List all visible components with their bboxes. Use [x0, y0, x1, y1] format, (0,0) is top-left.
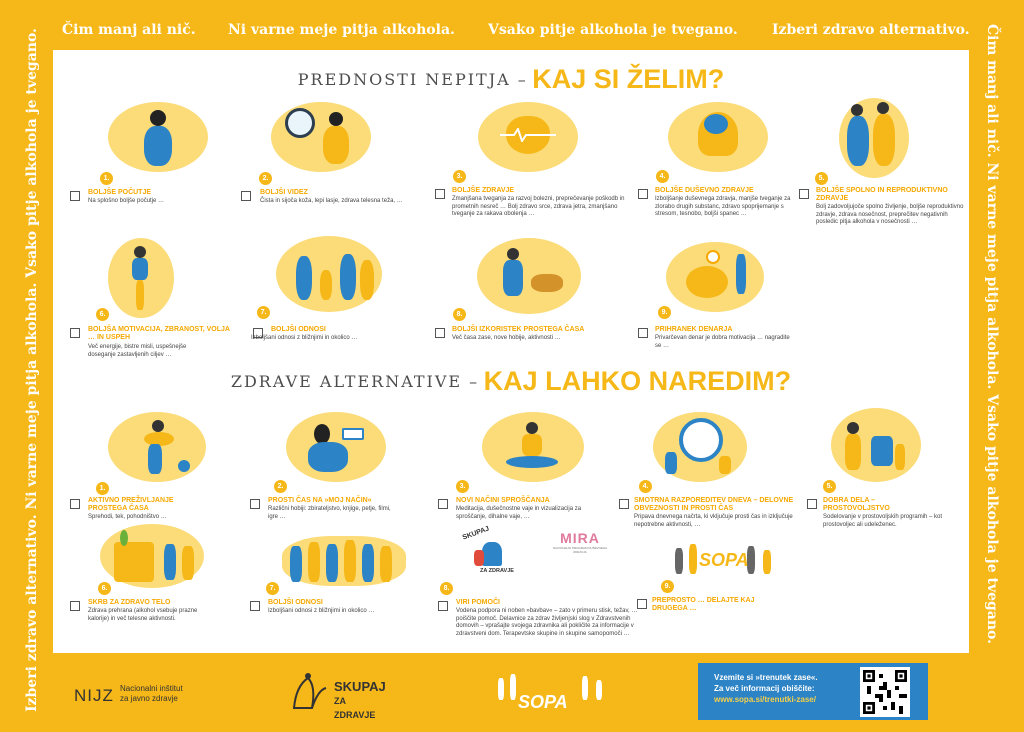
item-number: 6. — [96, 308, 109, 321]
nijz-logo-text — [120, 684, 220, 704]
mira-logo-icon — [548, 530, 612, 570]
section2-heading-yellow: KAJ LAHKO NAREDIM? — [483, 366, 792, 396]
mira-logo-text: MIRA — [560, 530, 600, 546]
illustration-wellbeing-icon — [108, 102, 208, 172]
item-number: 8. — [453, 308, 466, 321]
item-title: BOLJŠI ODNOSI — [271, 326, 326, 333]
item-desc: Privarčevan denar je dobra motivacija … nagradite se … — [655, 335, 790, 349]
alternative-checkbox[interactable] — [70, 601, 80, 611]
benefit-checkbox[interactable] — [435, 189, 445, 199]
border-slogan-2: Ni varne meje pitja alkohola. — [228, 22, 455, 38]
benefit-checkbox[interactable] — [70, 328, 80, 338]
illustration-couple-icon — [839, 98, 909, 178]
illustration-running-icon — [108, 412, 206, 482]
sopa-footer-logo — [492, 668, 610, 718]
qr-line2: Za več informacij obiščite: — [714, 684, 815, 693]
item-number: 5. — [823, 480, 836, 493]
skupaj-footer-text — [334, 680, 386, 722]
border-slogan-4: Izberi zdravo alternativo. — [772, 22, 970, 38]
illustration-dog-icon — [477, 238, 581, 314]
item-number: 6. — [98, 582, 111, 595]
item-number: 2. — [259, 172, 272, 185]
illustration-reading-icon — [286, 412, 386, 482]
item-desc: Pripava dnevnega načrta, ki vključuje prosti čas in izključuje nepotrebne aktivnosti, … — [634, 514, 793, 528]
benefit-checkbox[interactable] — [435, 328, 445, 338]
qr-info-box — [698, 663, 928, 720]
benefit-checkbox[interactable] — [799, 189, 809, 199]
item-number: 4. — [656, 170, 669, 183]
illustration-group-icon — [282, 536, 406, 586]
item-desc: Bolj zadovoljujoče spolno življenje, boljše reproduktivno zdravje, zdrava nosečnost, preprečitev negativnih posledic pitja alkohola v nosečnosti … — [816, 204, 964, 225]
nijz-line2: za javno zdravje — [120, 694, 178, 703]
skupaj-logo-text: SKUPAJ — [461, 525, 491, 542]
item-title: BOLJŠE POČUTJE — [88, 189, 152, 196]
item-desc: Čista in sijoča koža, lepi lasje, zdrava telesna teža, … — [260, 198, 403, 204]
alternative-checkbox[interactable] — [438, 499, 448, 509]
section1-heading-yellow: KAJ SI ŽELIM? — [532, 64, 725, 94]
item-title: BOLJŠE DUŠEVNO ZDRAVJE — [655, 187, 754, 194]
item-number: 4. — [639, 480, 652, 493]
item-number: 5. — [815, 172, 828, 185]
item-number: 1. — [96, 482, 109, 495]
alternative-checkbox[interactable] — [250, 601, 260, 611]
alternative-checkbox[interactable] — [807, 499, 817, 509]
qr-code-icon[interactable] — [860, 667, 910, 717]
border-left-text: Izberi zdravo alternativo. Ni varne meje pitja alkohola. Vsako pitje alkohola je tvegano. — [24, 28, 40, 712]
item-number: 2. — [274, 480, 287, 493]
item-number: 7. — [266, 582, 279, 595]
sopa-logo-text: SOPA — [699, 550, 749, 570]
border-right-text: Čim manj ali nič. Ni varne meje pitja alkohola. Vsako pitje alkohola je tvegano. — [984, 24, 1000, 644]
alternative-checkbox[interactable] — [70, 499, 80, 509]
item-title: BOLJŠI IZKORISTEK PROSTEGA ČASA — [452, 326, 585, 333]
illustration-mind-icon — [668, 102, 768, 172]
illustration-mirror-icon — [271, 102, 371, 172]
benefit-checkbox[interactable] — [638, 328, 648, 338]
skupaj-logo-icon — [456, 525, 520, 580]
sopa-footer-text: SOPA — [518, 692, 568, 712]
skupaj-footer-line2: ZA ZDRAVJE — [334, 696, 376, 720]
sopa-illustration-icon — [665, 544, 785, 588]
item-title: VIRI POMOČI — [456, 599, 500, 606]
item-desc: Meditacija, dušečnostne vaje in vizualizacija za sproščanje, dihalne vaje, … — [456, 506, 582, 520]
alternative-checkbox[interactable] — [637, 599, 647, 609]
item-title: SMOTRNA RAZPOREDITEV DNEVA – DELOVNE OBVEZNOSTI IN PROSTI ČAS — [634, 497, 794, 512]
item-title: BOLJŠA MOTIVACIJA, ZBRANOST, VOLJA … IN USPEH — [88, 326, 230, 341]
section1-heading — [53, 64, 969, 95]
item-desc: Sodelovanje v prostovoljskih programih – kot prostovoljec ali udeleženec. — [823, 514, 943, 528]
illustration-meditation-icon — [482, 412, 584, 482]
item-desc: Izboljšani odnosi z bližnjimi in okolico … — [251, 335, 358, 341]
alternative-checkbox[interactable] — [250, 499, 260, 509]
item-title: BOLJŠE ZDRAVJE — [452, 187, 515, 194]
item-desc: Izboljšani odnosi z bližnjimi in okolico … — [268, 608, 375, 614]
item-title: AKTIVNO PREŽIVLJANJE PROSTEGA ČASA — [88, 497, 174, 512]
item-title: BOLJŠI VIDEZ — [260, 189, 308, 196]
illustration-yoga-icon — [108, 238, 174, 318]
item-desc: Zdrava prehrana (alkohol vsebuje prazne kalorije) in več telesne aktivnosti. — [88, 608, 198, 622]
item-desc: Zmanjšana tveganja za razvoj bolezni, preprečevanje poškodb in prometnih nesreč … Bolj zdravo srce, zdrava jetra, zmanjšano tveganje za rakava obolenja … — [452, 196, 625, 217]
item-number: 9. — [661, 580, 674, 593]
illustration-piggy-bank-icon — [666, 242, 764, 312]
benefit-checkbox[interactable] — [70, 191, 80, 201]
benefit-checkbox[interactable] — [241, 191, 251, 201]
border-slogan-1: Čim manj ali nič. — [62, 22, 196, 38]
border-slogan-3: Vsako pitje alkohola je tvegano. — [488, 22, 738, 38]
item-desc: Na splošno boljše počutje … — [88, 198, 165, 204]
item-title: DOBRA DELA – PROSTOVOLJSTVO — [823, 497, 890, 512]
alternative-checkbox[interactable] — [438, 601, 448, 611]
item-number: 7. — [257, 306, 270, 319]
item-number: 9. — [658, 306, 671, 319]
item-number: 3. — [456, 480, 469, 493]
nijz-logo-mark: NIJZ — [74, 686, 114, 705]
section2-heading-grey: ZDRAVE ALTERNATIVE – — [230, 372, 480, 391]
illustration-heart-icon — [478, 102, 578, 172]
qr-text — [714, 672, 864, 705]
mira-logo-sub: NACIONALNI PROGRAM DUŠEVNEGA ZDRAVJA — [552, 546, 608, 554]
item-title: NOVI NAČINI SPROŠČANJA — [456, 497, 550, 504]
item-title: BOLJŠI ODNOSI — [268, 599, 323, 606]
item-title: SKRB ZA ZDRAVO TELO — [88, 599, 171, 606]
item-number: 8. — [440, 582, 453, 595]
illustration-volunteer-icon — [831, 408, 921, 482]
skupaj-logo-sub: ZA ZDRAVJE — [480, 568, 514, 574]
benefit-checkbox[interactable] — [638, 189, 648, 199]
illustration-clock-icon — [653, 412, 747, 482]
skupaj-figures-icon — [286, 672, 330, 710]
item-title: PREPROSTO … DELAJTE KAJ DRUGEGA … — [652, 597, 755, 612]
item-title: PROSTI ČAS NA »MOJ NAČIN« — [268, 497, 372, 504]
item-title: PRIHRANEK DENARJA — [655, 326, 733, 333]
content-panel — [53, 50, 969, 653]
section2-heading — [53, 366, 969, 397]
item-desc: Različni hobiji: zbirateljstvo, knjige, petje, filmi, igre … — [268, 506, 391, 520]
qr-url-link[interactable]: www.sopa.si/trenutki-zase/ — [714, 695, 816, 704]
illustration-family-icon — [276, 236, 382, 312]
item-desc: Več časa zase, nove hobije, aktivnosti … — [452, 335, 561, 341]
item-number: 1. — [100, 172, 113, 185]
illustration-groceries-icon — [100, 524, 204, 588]
item-desc: Sprehodi, tek, pohodništvo … — [88, 514, 167, 520]
qr-line1: Vzemite si »trenutek zase«. — [714, 673, 818, 682]
skupaj-footer-line1: SKUPAJ — [334, 679, 386, 694]
item-desc: Vodena podpora ni noben »bavbav« – zato v primeru stisk, težav, … poiščite pomoč. Delavnice za zdrav življenjski slog v Zdravstvenih domovih – vprašajte svojega zdravnika ali pokličite za informacije v zdravstveni dom. Terapevtske skupine in skupine samopomoči … — [456, 608, 638, 637]
item-title: BOLJŠE SPOLNO IN REPRODUKTIVNO ZDRAVJE — [816, 187, 948, 202]
section1-heading-grey: PREDNOSTI NEPITJA – — [297, 70, 528, 89]
alternative-checkbox[interactable] — [619, 499, 629, 509]
item-number: 3. — [453, 170, 466, 183]
item-desc: Več energije, bistre misli, uspešnejše doseganje zastavljenih ciljev … — [88, 344, 187, 358]
item-desc: Izboljšanje duševnega zdravja, manjše tveganje za zlorabo drugih substanc, zdravo spoprijemanje s stresom, tesnobo, boljši spanec … — [655, 196, 791, 217]
nijz-line1: Nacionalni inštitut — [120, 684, 183, 693]
